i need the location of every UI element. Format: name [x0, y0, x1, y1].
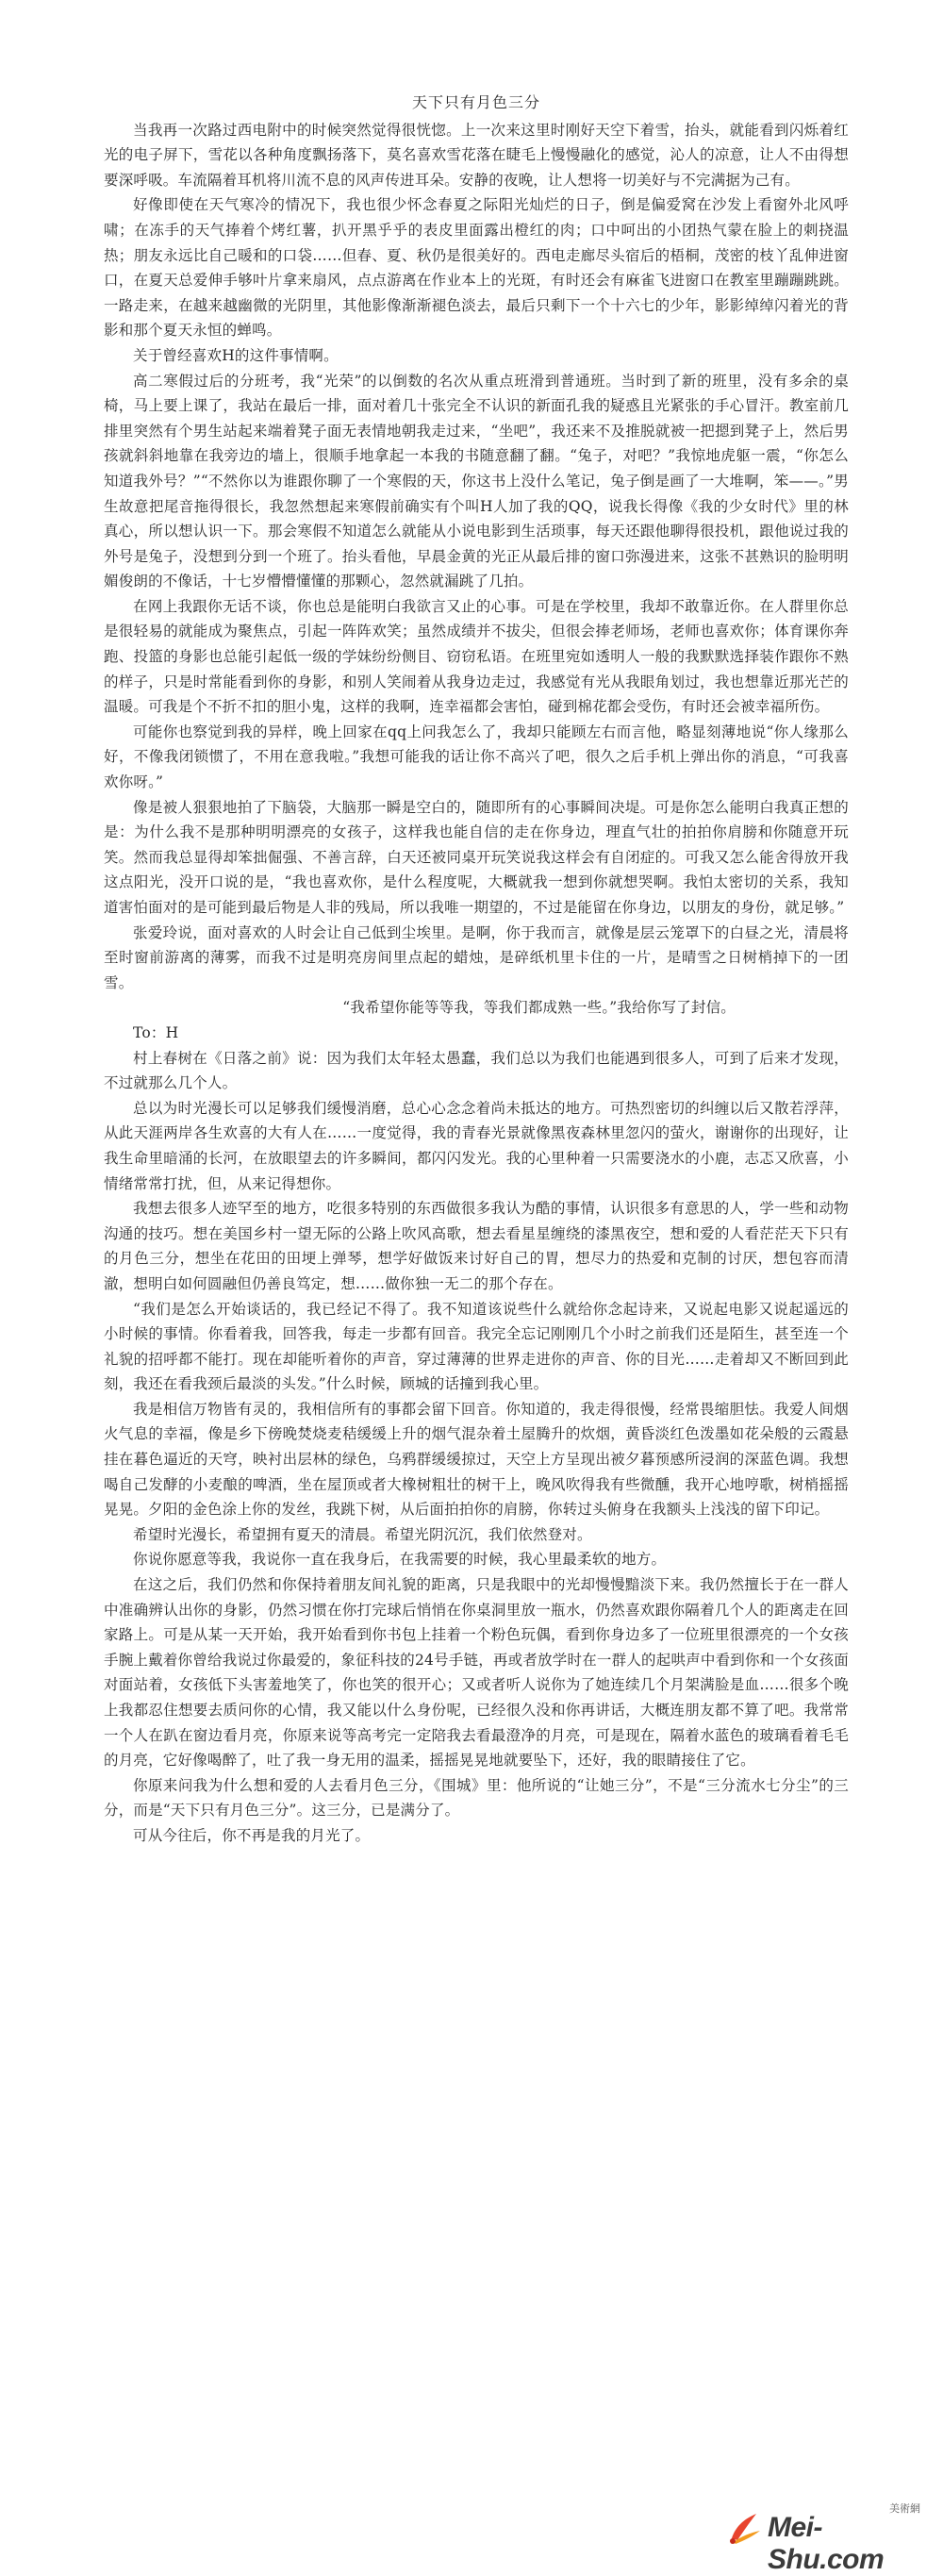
watermark-brand-cn: 美術網 — [889, 2502, 920, 2515]
paragraph: 你原来问我为什么想和爱的人去看月色三分，《围城》里：他所说的“让她三分”，不是“三分流水七分尘”的三分，而是“天下只有月色三分”。这三分，已是满分了。 — [104, 1776, 849, 1820]
paragraph: “我们是怎么开始谈话的，我已经记不得了。我不知道该说些什么就给你念起诗来，又说起电影又说起遥远的小时候的事情。你看着我，回答我，每走一步都有回音。我完全忘记刚刚几个小时之前我们还是陌生，甚至连一个礼貌的招呼都不能打。现在却能听着你的声音，穿过薄薄的世界走进你的声音、你的目光……走着却又不断回到此刻，我还在看我颈后最淡的头发。”什么时候，顾城的话撞到我心里。 — [104, 1300, 849, 1393]
letter-salutation: To：H — [133, 1023, 179, 1041]
paragraph: 我是相信万物皆有灵的，我相信所有的事都会留下回音。你知道的，我走得很慢，经常畏缩胆怯。我爱人间烟火气息的幸福，像是乡下傍晚焚烧麦秸缓缓上升的烟气混杂着土屋腾升的炊烟，黄昏淡红色泼墨如花朵般的云霞悬挂在暮色逼近的天穹，映衬出层林的绿色，乌鸦群缓缓掠过，天空上方呈现出被夕暮预感所浸润的深蓝色调。我想喝自己发酵的小麦酿的啤酒，坐在屋顶或者大橡树粗壮的树干上，晚风吹得我有些微醺，我开心地哼歌，树梢摇摇晃晃。夕阳的金色涂上你的发丝，我跳下树，从后面拍拍你的肩膀，你转过头俯身在我额头上浅浅的留下印记。 — [104, 1400, 849, 1519]
paragraph: 希望时光漫长，希望拥有夏天的清晨。希望光阴沉沉，我们依然登对。 — [133, 1525, 592, 1543]
site-watermark — [724, 2499, 922, 2575]
brush-logo-icon — [724, 2508, 764, 2548]
paragraph: “我希望你能等等我，等我们都成熟一些。”我给你写了封信。 — [342, 999, 736, 1017]
paragraph: 可能你也察觉到我的异样，晚上回家在qq上问我怎么了，我却只能顾左右而言他，略显刻薄地说“你人缘那么好，不像我闭锁惯了，不用在意我啦。”我想可能我的话让你不高兴了吧，很久之后手机上弹出你的消息，“可我喜欢你呀。” — [104, 723, 849, 791]
paragraph: 村上春树在《日落之前》说：因为我们太年轻太愚蠢，我们总以为我们也能遇到很多人，可到了后来才发现，不过就那么几个人。 — [104, 1049, 849, 1092]
article-title: 天下只有月色三分 — [411, 93, 540, 111]
paragraph: 在网上我跟你无话不谈，你也总是能明白我欲言又止的心事。可是在学校里，我却不敢靠近你。在人群里你总是很轻易的就能成为聚焦点，引起一阵阵欢笑；虽然成绩并不拔尖，但很会捧老师场，老师也喜欢你；体育课你奔跑、投篮的身影也总能引起低一级的学妹纷纷侧目、窃窃私语。在班里宛如透明人一般的我默默选择装作跟你不熟的样子，只是时常能看到你的身影，和别人笑闹着从我身边走过，我感觉有光从我眼角划过，我也想靠近那光芒的温暖。可我是个不折不扣的胆小鬼，这样的我啊，连幸福都会害怕，碰到棉花都会受伤，有时还会被幸福所伤。 — [104, 597, 849, 716]
watermark-brand: Mei-Shu.com — [768, 2512, 885, 2575]
paragraph: 你说你愿意等我，我说你一直在我身后，在我需要的时候，我心里最柔软的地方。 — [133, 1551, 667, 1569]
paragraph: 在这之后，我们仍然和你保持着朋友间礼貌的距离，只是我眼中的光却慢慢黯淡下来。我仍然擅长于在一群人中准确辨认出你的身影，仍然习惯在你打完球后悄悄在你桌洞里放一瓶水，仍然喜欢跟你隔着几个人的距离走在回家路上。可是从某一天开始，我开始看到你书包上挂着一个粉色玩偶，看到你身边多了一位班里很漂亮的一个女孩手腕上戴着你曾给我说过你最爱的，象征科技的24号手链，再或者放学时在一群人的起哄声中看到你和一个女孩面对面站着，女孩低下头害羞地笑了，你也笑的很开心；又或者听人说你为了她连续几个月架满脸是血……很多个晚上我都忍住想要去质问你的心情，我又能以什么身份呢，已经很久没和你再讲话，大概连朋友都不算了吧。我常常一个人在趴在窗边看月亮，你原来说等高考完一定陪我去看最澄净的月亮，可是现在，隔着水蓝色的玻璃看着毛毛的月亮，它好像喝醉了，吐了我一身无用的温柔，摇摇晃晃地就要坠下，还好，我的眼睛接住了它。 — [104, 1576, 849, 1770]
paragraph: 可从今往后，你不再是我的月光了。 — [133, 1826, 371, 1844]
paragraph: 我想去很多人迹罕至的地方，吃很多特别的东西做很多我认为酷的事情，认识很多有意思的人，学一些和动物沟通的技巧。想在美国乡村一望无际的公路上吹风高歌，想去看星星缠绕的漆黑夜空，想和爱的人看茫茫天下只有的月色三分，想坐在花田的田埂上弹琴，想学好做饭来讨好自己的胃，想尽力的热爱和克制的讨厌，想包容而清澈，想明白如何圆融但仍善良笃定，想……做你独一无二的那个存在。 — [104, 1200, 849, 1292]
paragraph: 好像即使在天气寒冷的情况下，我也很少怀念春夏之际阳光灿烂的日子，倒是偏爱窝在沙发上看窗外北风呼啸；在冻手的天气捧着个烤红薯，扒开黑乎乎的表皮里面露出橙红的肉；口中呵出的小团热气蒙在脸上的刺挠温热；朋友永远比自己暖和的口袋……但春、夏、秋仍是很美好的。西电走廊尽头宿后的梧桐，茂密的枝丫乱伸进窗口，在夏天总爱伸手够叶片拿来扇风，点点游离在作业本上的光斑，有时还会有麻雀飞进窗口在教室里蹦蹦跳跳。一路走来，在越来越幽微的光阴里，其他影像渐渐褪色淡去，最后只剩下一个十六七的少年，影影绰绰闪着光的背影和那个夏天永恒的蝉鸣。 — [104, 196, 849, 340]
article — [104, 91, 849, 1849]
paragraph: 高二寒假过后的分班考，我“光荣”的以倒数的名次从重点班滑到普通班。当时到了新的班里，没有多余的桌椅，马上要上课了，我站在最后一排，面对着几十张完全不认识的新面孔我的疑惑且光紧张的手心冒汗。教室前几排里突然有个男生站起来端着凳子面无表情地朝我走过来，“坐吧”，我还来不及推脱就被一把摁到凳子上，然后男孩就斜斜地靠在我旁边的墙上，很顺手地拿起一本我的书随意翻了翻。“兔子，对吧？”我惊地虎躯一震，“你怎么知道我外号？”“不然你以为谁跟你聊了一个寒假的天，你这书上没什么笔记，兔子倒是画了一大堆啊，笨——。”男生故意把尾音拖得很长，我忽然想起来寒假前确实有个叫H人加了我的QQ，说我长得像《我的少女时代》里的林真心，所以想认识一下。那会寒假不知道怎么就能从小说电影到生活琐事，每天还跟他聊得很投机，跟他说过我的外号是兔子，没想到分到一个班了。抬头看他，早晨金黄的光正从最后排的窗口弥漫进来，这张不甚熟识的脸明明媚俊朗的不像话，十七岁懵懵懂懂的那颗心，忽然就漏跳了几拍。 — [104, 372, 849, 590]
paragraph: 当我再一次路过西电附中的时候突然觉得很恍惚。上一次来这里时刚好天空下着雪，抬头，就能看到闪烁着红光的电子屏下，雪花以各种角度飘扬落下，莫名喜欢雪花落在睫毛上慢慢融化的感觉，沁人的凉意，让人不由得想要深呼吸。车流隔着耳机将川流不息的风声传进耳朵。安静的夜晚，让人想将一切美好与不完满据为己有。 — [104, 121, 849, 189]
paragraph: 关于曾经喜欢H的这件事情啊。 — [133, 346, 339, 364]
paragraph: 张爱玲说，面对喜欢的人时会让自己低到尘埃里。是啊，你于我而言，就像是层云笼罩下的白昼之光，清晨将至时窗前游离的薄雾，而我不过是明亮房间里点起的蜡烛，是碎纸机里卡住的一片，是晴雪之日树梢掉下的一团雪。 — [104, 923, 849, 991]
paragraph: 总以为时光漫长可以足够我们缓慢消磨，总心心念念着尚未抵达的地方。可热烈密切的纠缠以后又散若浮萍，从此天涯两岸各生欢喜的大有人在……一度觉得，我的青春光景就像黑夜森林里忽闪的萤火，谢谢你的出现好，让我生命里暗涌的长河，在放眼望去的许多瞬间，都闪闪发光。我的心里种着一只需要浇水的小鹿，志忑又欣喜，小情绪常常打扰，但，从来记得想你。 — [104, 1099, 849, 1192]
paragraph: 像是被人狠狠地拍了下脑袋，大脑那一瞬是空白的，随即所有的心事瞬间决堤。可是你怎么能明白我真正想的是：为什么我不是那种明明漂亮的女孩子，这样我也能自信的走在你身边，理直气壮的拍拍你肩膀和你随意开玩笑。然而我总显得却笨拙倔强、不善言辞，白天还被同桌开玩笑说我这样会有自闭症的。可我又怎么能舍得放开我这点阳光，没开口说的是，“我也喜欢你，是什么程度呢，大概就我一想到你就想哭啊。我怕太密切的关系，我知道害怕面对的是可能到最后物是人非的残局，所以我唯一期望的，不过是能留在你身边，以朋友的身份，就足够。” — [104, 798, 849, 916]
